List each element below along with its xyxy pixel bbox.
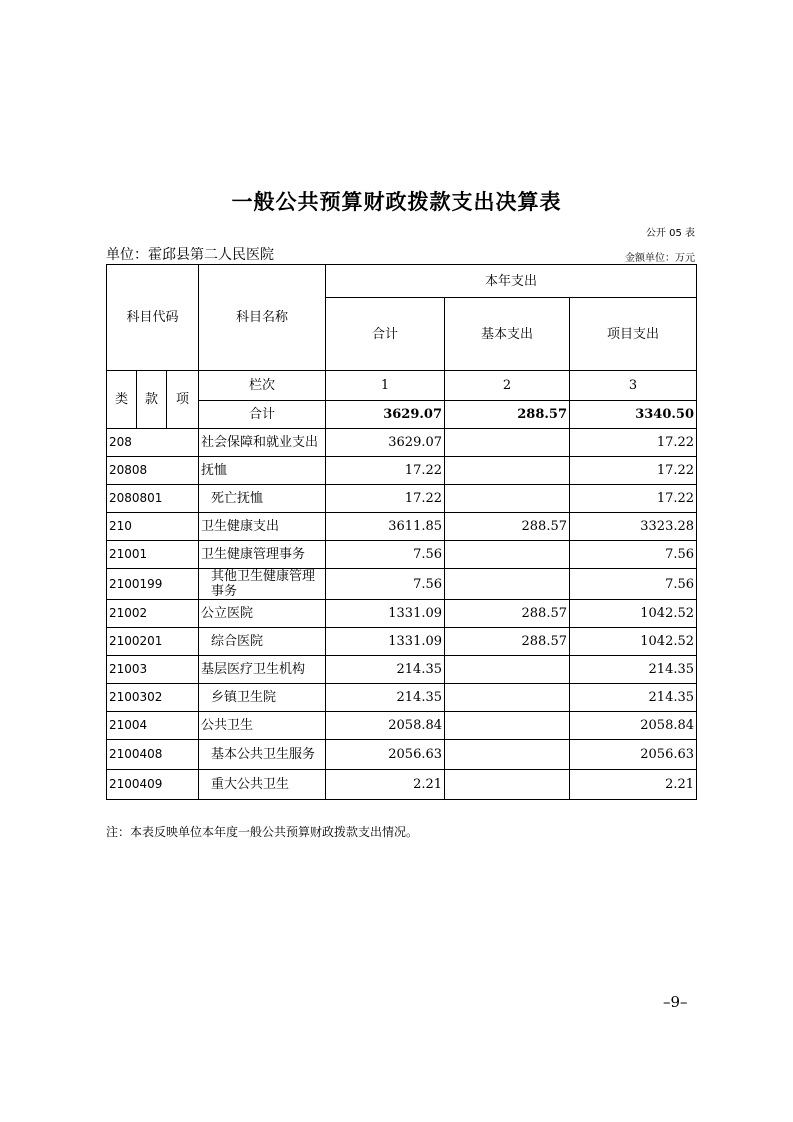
row-project: 214.35 — [570, 656, 697, 684]
header-xiang: 项 — [167, 371, 199, 429]
sum-basic: 288.57 — [445, 401, 570, 429]
row-project: 17.22 — [570, 457, 697, 485]
row-code: 2100408 — [107, 740, 199, 770]
row-project: 3323.28 — [570, 513, 697, 541]
row-code: 210 — [107, 513, 199, 541]
table-row — [107, 770, 697, 800]
row-basic — [445, 770, 570, 800]
row-total: 17.22 — [326, 457, 445, 485]
row-name: 重大公共卫生 — [199, 770, 326, 800]
row-project: 2.21 — [570, 770, 697, 800]
money-unit-label: 金额单位：万元 — [625, 253, 695, 264]
table-row — [107, 457, 697, 485]
table-row — [107, 541, 697, 569]
column-no-2: 2 — [445, 371, 570, 401]
row-basic — [445, 429, 570, 457]
row-project: 7.56 — [570, 541, 697, 569]
row-name: 公立医院 — [199, 600, 326, 628]
row-total: 214.35 — [326, 684, 445, 712]
row-total: 2056.63 — [326, 740, 445, 770]
row-code: 20808 — [107, 457, 199, 485]
row-name: 综合医院 — [199, 628, 326, 656]
row-name: 卫生健康支出 — [199, 513, 326, 541]
row-code: 2100199 — [107, 569, 199, 600]
row-code: 21002 — [107, 600, 199, 628]
row-total: 2058.84 — [326, 712, 445, 740]
table-row — [107, 485, 697, 513]
row-name: 基本公共卫生服务 — [199, 740, 326, 770]
row-name: 公共卫生 — [199, 712, 326, 740]
row-code: 21001 — [107, 541, 199, 569]
row-total: 7.56 — [326, 569, 445, 600]
row-name: 卫生健康管理事务 — [199, 541, 326, 569]
table-row — [107, 429, 697, 457]
row-basic — [445, 712, 570, 740]
page-title: 一般公共预算财政拨款支出决算表 — [231, 190, 562, 214]
header-subject-name: 科目名称 — [199, 265, 326, 371]
row-basic — [445, 656, 570, 684]
row-code: 2100201 — [107, 628, 199, 656]
table-row — [107, 656, 697, 684]
row-total: 7.56 — [326, 541, 445, 569]
row-basic — [445, 569, 570, 600]
row-total: 214.35 — [326, 656, 445, 684]
sum-total: 3629.07 — [326, 401, 445, 429]
row-basic — [445, 457, 570, 485]
row-project: 17.22 — [570, 485, 697, 513]
column-no-3: 3 — [570, 371, 697, 401]
column-no-1: 1 — [326, 371, 445, 401]
row-name: 社会保障和就业支出 — [199, 429, 326, 457]
page-number: –9– — [663, 993, 688, 1011]
row-code: 21003 — [107, 656, 199, 684]
sum-label: 合计 — [199, 401, 326, 429]
header-kuan: 款 — [137, 371, 167, 429]
header-basic: 基本支出 — [445, 298, 570, 371]
table-row — [107, 600, 697, 628]
table-row — [107, 513, 697, 541]
row-basic: 288.57 — [445, 513, 570, 541]
sum-project: 3340.50 — [570, 401, 697, 429]
row-total: 17.22 — [326, 485, 445, 513]
row-code: 208 — [107, 429, 199, 457]
row-project: 2058.84 — [570, 712, 697, 740]
row-name: 抚恤 — [199, 457, 326, 485]
table-row — [107, 628, 697, 656]
row-code: 2100409 — [107, 770, 199, 800]
row-total: 3611.85 — [326, 513, 445, 541]
table-row — [107, 712, 697, 740]
row-total: 2.21 — [326, 770, 445, 800]
table-row — [107, 740, 697, 770]
row-code: 21004 — [107, 712, 199, 740]
row-basic — [445, 541, 570, 569]
table-row — [107, 569, 697, 600]
row-basic — [445, 684, 570, 712]
header-project: 项目支出 — [570, 298, 697, 371]
row-project: 1042.52 — [570, 628, 697, 656]
column-no-label: 栏次 — [199, 371, 326, 401]
row-project: 1042.52 — [570, 600, 697, 628]
header-current-year: 本年支出 — [326, 265, 697, 298]
table-code: 公开 05 表 — [645, 228, 695, 239]
row-basic — [445, 740, 570, 770]
row-code: 2100302 — [107, 684, 199, 712]
unit-label: 单位：霍邱县第二人民医院 — [106, 247, 274, 263]
row-project: 17.22 — [570, 429, 697, 457]
row-project: 214.35 — [570, 684, 697, 712]
header-subject-code: 科目代码 — [107, 265, 199, 371]
footnote: 注：本表反映单位本年度一般公共预算财政拨款支出情况。 — [106, 825, 419, 839]
row-basic: 288.57 — [445, 628, 570, 656]
row-name: 乡镇卫生院 — [199, 684, 326, 712]
expenditure-table — [106, 264, 697, 800]
row-code: 2080801 — [107, 485, 199, 513]
row-basic — [445, 485, 570, 513]
table-row — [107, 684, 697, 712]
row-total: 1331.09 — [326, 628, 445, 656]
row-total: 1331.09 — [326, 600, 445, 628]
row-name: 其他卫生健康管理事务 — [199, 569, 326, 600]
row-name: 基层医疗卫生机构 — [199, 656, 326, 684]
row-name: 死亡抚恤 — [199, 485, 326, 513]
header-lei: 类 — [107, 371, 137, 429]
row-project: 7.56 — [570, 569, 697, 600]
header-total: 合计 — [326, 298, 445, 371]
row-total: 3629.07 — [326, 429, 445, 457]
row-basic: 288.57 — [445, 600, 570, 628]
row-project: 2056.63 — [570, 740, 697, 770]
